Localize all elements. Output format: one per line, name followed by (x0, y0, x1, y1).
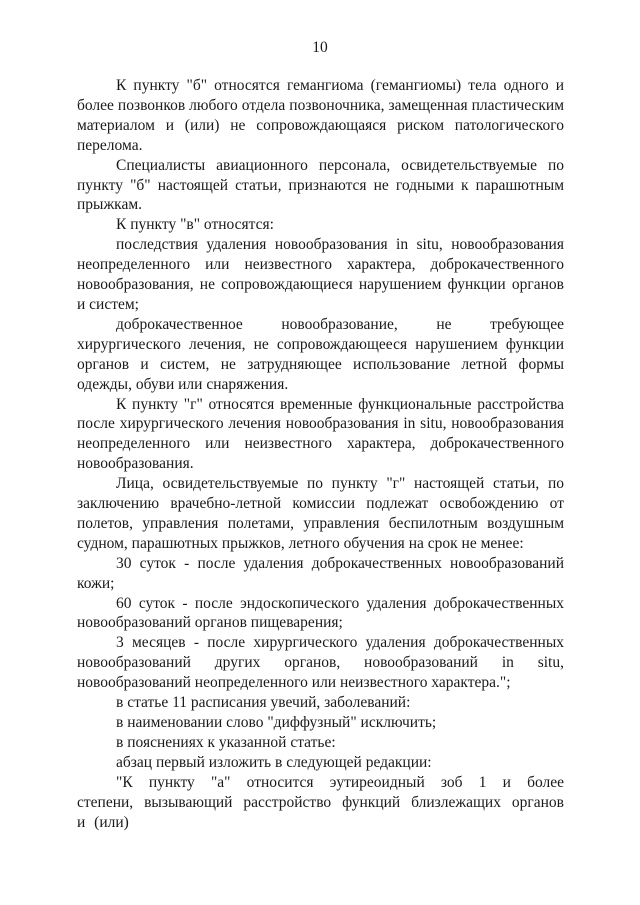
paragraph-7: Лица, освидетельствуемые по пункту "г" настоящей статьи, по заключению врачебно-летной комиссии подлежат освобождению от полетов, управления полетами, управления беспилотным воздушным судном, парашютных прыжков, летного обучения на срок не менее: (77, 475, 564, 552)
paragraph-4: последствия удаления новообразования in situ, новообразования неопределенного или неизвестного характера, доброкачественного новообразования, не сопровождающиеся нарушением функции органов и систем; (77, 236, 564, 313)
paragraph-3: К пункту "в" относятся: (116, 216, 274, 234)
paragraph-13: в пояснениях к указанной статье: (116, 733, 336, 751)
paragraph-11: в статье 11 расписания увечий, заболеваний: (116, 694, 411, 712)
paragraph-8: 30 суток - после удаления доброкачественных новообразований кожи; (77, 554, 564, 592)
page-number: 10 (312, 39, 328, 56)
paragraph-15: "К пункту "а" относится эутиреоидный зоб 1 и более степени, вызывающий расстройство функций близлежащих органов и (или) (77, 773, 564, 831)
paragraph-9: 60 суток - после эндоскопического удаления доброкачественных новообразований органов пищеварения; (77, 594, 564, 632)
document-body (77, 76, 564, 832)
paragraph-1: К пункту "б" относятся гемангиома (гемангиомы) тела одного и более позвонков любого отдела позвоночника, замещенная пластическим материалом и (или) не сопровождающаяся риском патологического перелома. (77, 77, 564, 154)
paragraph-12: в наименовании слово "диффузный" исключить; (116, 714, 437, 731)
paragraph-6: К пункту "г" относятся временные функциональные расстройства после хирургического лечения новообразования in situ, новообразования неопределенного или неизвестного характера, доброкачественного новообразования. (77, 395, 564, 473)
paragraph-2: Специалисты авиационного персонала, освидетельствуемые по пункту "б" настоящей статьи, признаются не годными к парашютным прыжкам. (77, 156, 564, 214)
paragraph-14: абзац первый изложить в следующей редакции: (116, 753, 432, 771)
paragraph-5: доброкачественное новообразование, не требующее хирургического лечения, не сопровождающееся нарушением функции органов и систем, не затрудняющее использование летной формы одежды, обуви или снаряжения. (77, 315, 564, 393)
paragraph-10: 3 месяцев - после хирургического удаления доброкачественных новообразований других органов, новообразований in situ, новообразований неопределенного или неизвестного характера."; (77, 634, 564, 692)
